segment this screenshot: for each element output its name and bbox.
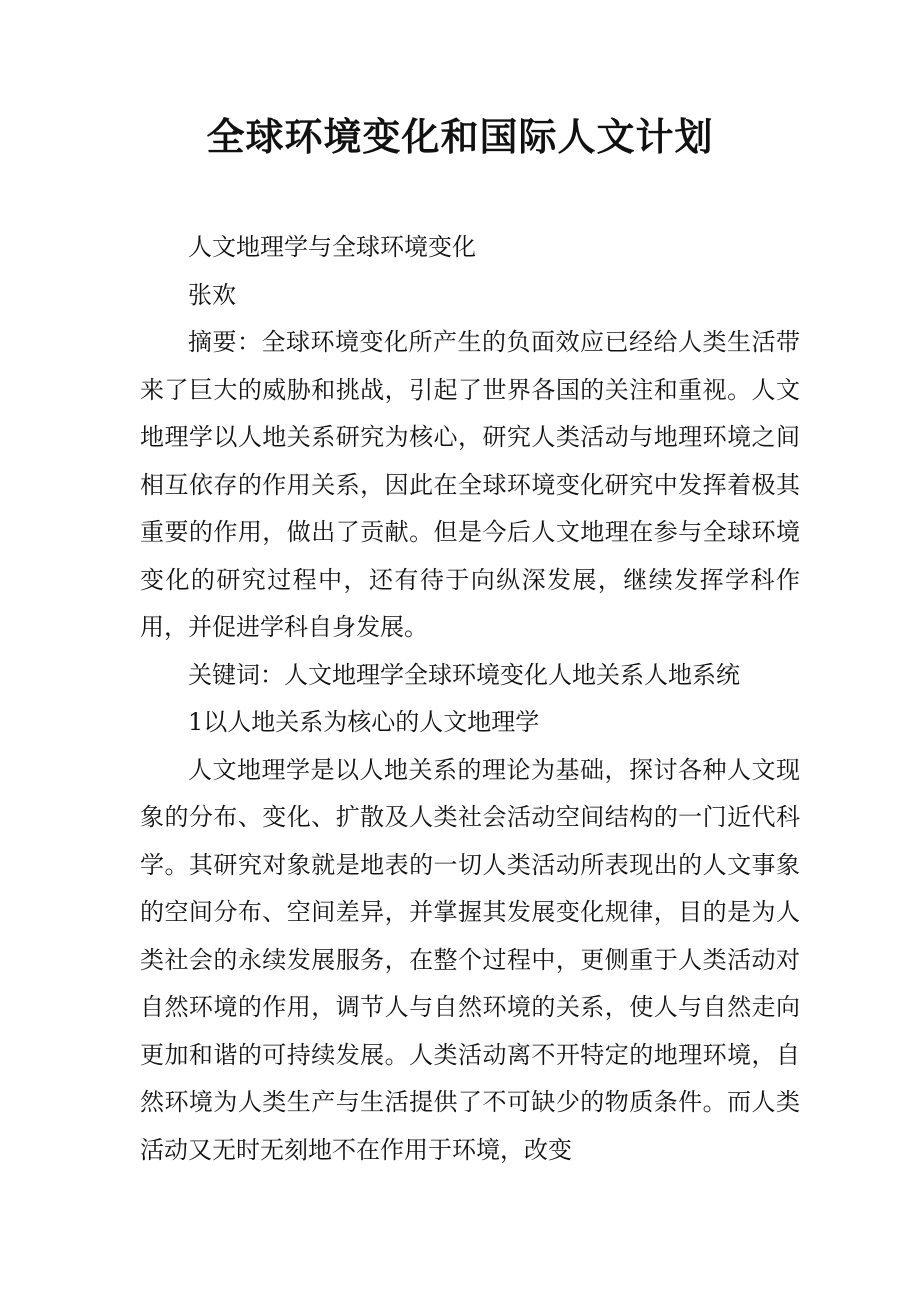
abstract-paragraph: 摘要：全球环境变化所产生的负面效应已经给人类生活带来了巨大的威胁和挑战，引起了世界各国的关注和重视。人文地理学以人地关系研究为核心，研究人类活动与地理环境之间相互依存的作用关系，因此在全球环境变化研究中发挥着极其重要的作用，做出了贡献。但是今后人文地理在参与全球环境变化的研究过程中，还有待于向纵深发展，继续发挥学科作用，并促进学科自身发展。: [140, 328, 800, 641]
keywords-line: 关键词：人文地理学全球环境变化人地关系人地系统: [188, 660, 740, 689]
document-title: 全球环境变化和国际人文计划: [206, 114, 714, 159]
body-paragraph: 人文地理学是以人地关系的理论为基础，探讨各种人文现象的分布、变化、扩散及人类社会活动空间结构的一门近代科学。其研究对象就是地表的一切人类活动所表现出的人文事象的空间分布、空间差异，并掌握其发展变化规律，目的是为人类社会的永续发展服务，在整个过程中，更侧重于人类活动对自然环境的作用，调节人与自然环境的关系，使人与自然走向更加和谐的可持续发展。人类活动离不开特定的地理环境，自然环境为人类生产与生活提供了不可缺少的物质条件。而人类活动又无时无刻地不在作用于环境，改变: [140, 755, 800, 1164]
document-author: 张欢: [188, 280, 236, 309]
document-subtitle: 人文地理学与全球环境变化: [188, 233, 476, 261]
document-body: [140, 224, 800, 1174]
section-heading: 1以人地关系为核心的人文地理学: [188, 708, 540, 736]
